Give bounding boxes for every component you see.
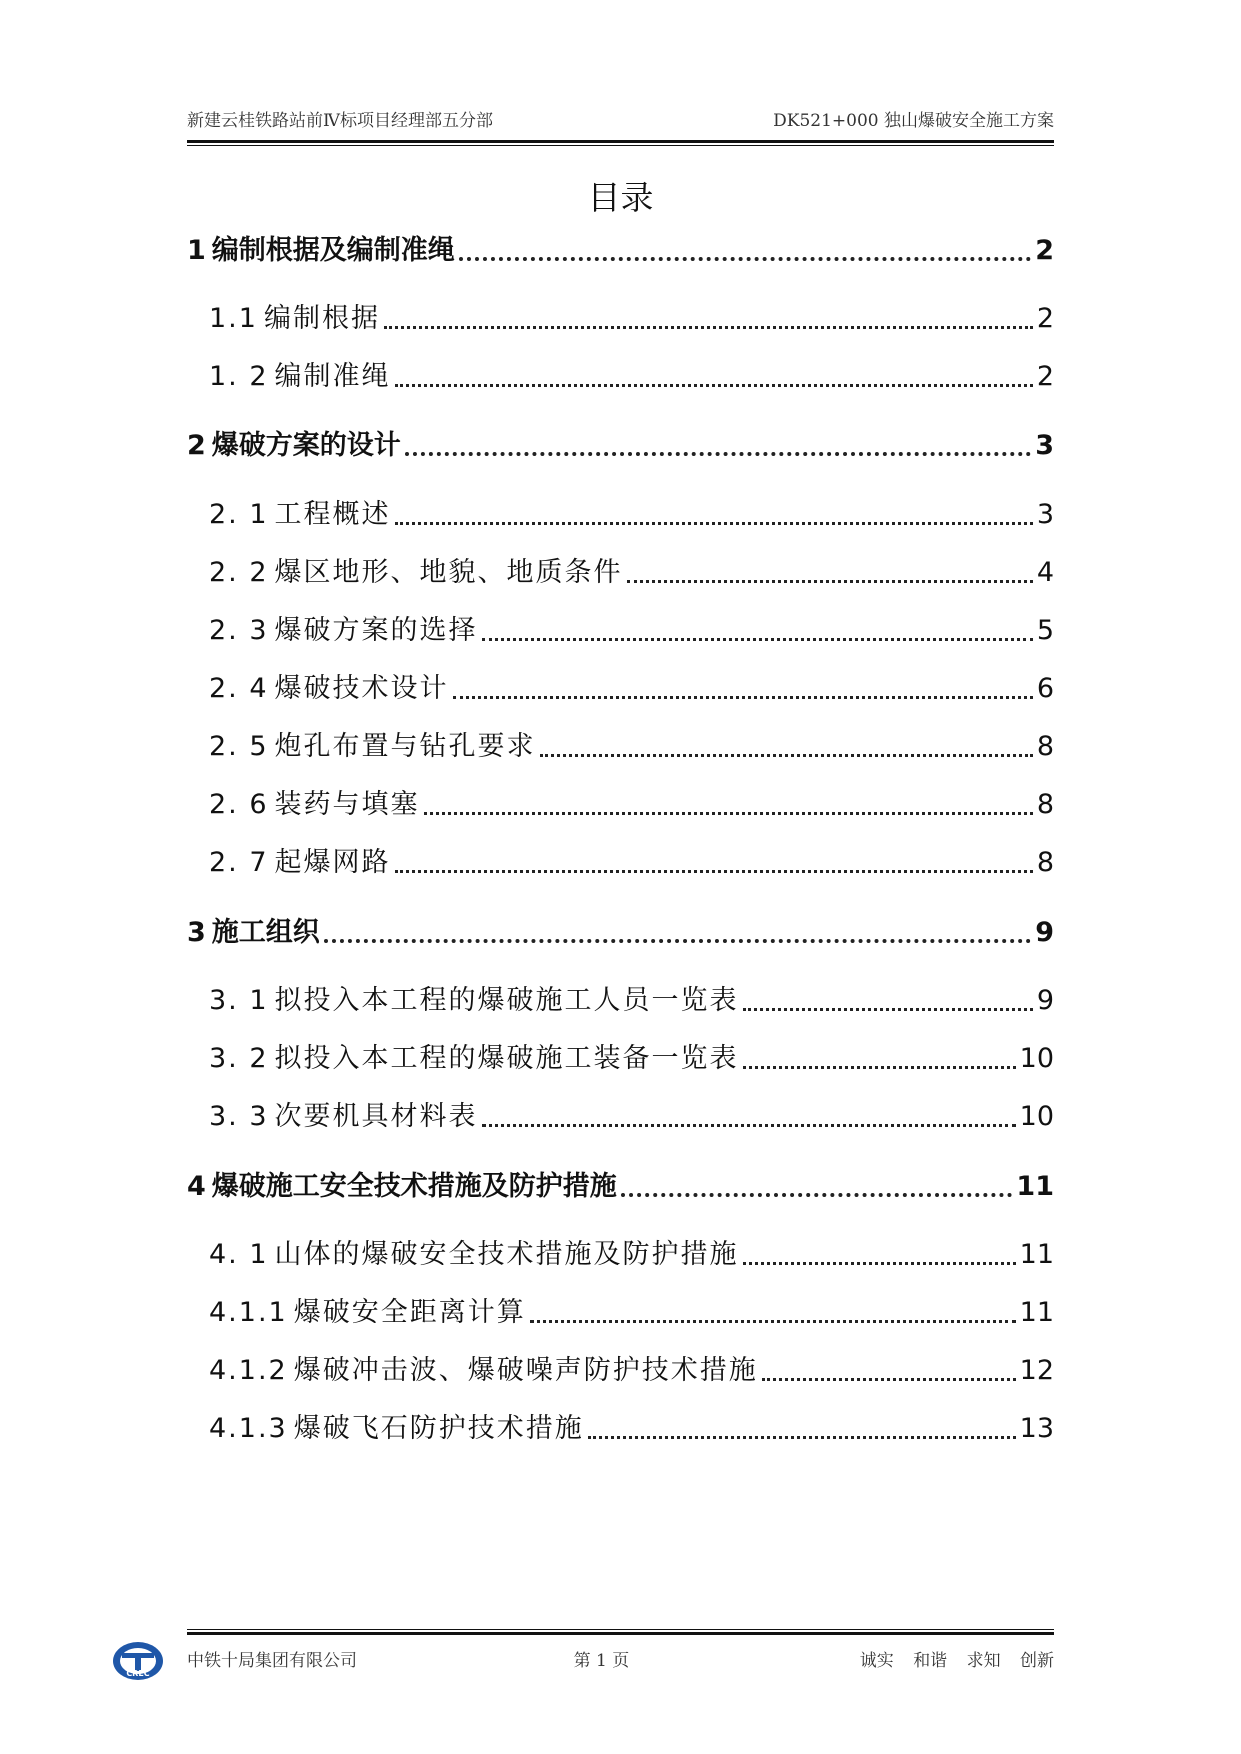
slogan-word: 诚实 <box>859 1651 894 1671</box>
footer-slogan <box>846 1646 1054 1671</box>
toc-entry[interactable] <box>209 492 1054 531</box>
toc-dot-leader <box>384 326 1033 329</box>
toc-entry[interactable] <box>209 550 1054 589</box>
toc-entry-page: 13 <box>1019 1413 1054 1444</box>
toc-entry-page: 5 <box>1036 615 1054 646</box>
toc-entry[interactable] <box>209 1348 1054 1387</box>
toc-entry[interactable] <box>209 978 1054 1017</box>
toc-entry-number: 2 <box>187 430 206 461</box>
toc-entry-page: 8 <box>1036 847 1054 878</box>
toc-entry-title: 编制根据及编制准绳 <box>211 235 455 266</box>
toc-entry-page: 11 <box>1016 1171 1054 1202</box>
toc-dot-leader <box>395 384 1033 387</box>
svg-text:CREC: CREC <box>126 1669 150 1678</box>
toc-entry-page: 11 <box>1019 1239 1054 1270</box>
table-of-contents <box>187 0 1054 1754</box>
toc-entry[interactable] <box>209 296 1054 335</box>
toc-entry-number: 2. 4 <box>209 673 269 704</box>
toc-entry[interactable] <box>209 1094 1054 1133</box>
toc-dot-leader <box>540 754 1033 757</box>
toc-entry-title: 编制准绳 <box>274 361 391 392</box>
toc-entry-title: 爆破技术设计 <box>274 673 449 704</box>
toc-entry-title: 爆破方案的设计 <box>211 430 401 461</box>
page-footer <box>187 1646 1054 1671</box>
toc-dot-leader <box>743 1066 1016 1069</box>
toc-dot-leader <box>395 522 1033 525</box>
toc-entry-page: 12 <box>1019 1355 1054 1386</box>
toc-entry-number: 3. 1 <box>209 985 269 1016</box>
header-left-text: 新建云桂铁路站前Ⅳ标项目经理部五分部 <box>187 111 493 131</box>
toc-dot-leader <box>743 1008 1033 1011</box>
toc-entry[interactable] <box>187 228 1054 267</box>
toc-dot-leader <box>482 1124 1016 1127</box>
toc-entry-page: 10 <box>1019 1043 1054 1074</box>
toc-entry-page: 2 <box>1036 303 1054 334</box>
toc-entry-number: 2. 3 <box>209 615 269 646</box>
toc-entry-page: 10 <box>1019 1101 1054 1132</box>
toc-dot-leader <box>482 638 1033 641</box>
toc-dot-leader <box>424 812 1033 815</box>
toc-entry[interactable] <box>187 423 1054 462</box>
toc-entry-page: 3 <box>1035 430 1054 461</box>
toc-entry-number: 2. 5 <box>209 731 269 762</box>
toc-entry-page: 8 <box>1036 789 1054 820</box>
toc-entry[interactable] <box>209 1406 1054 1445</box>
toc-entry-number: 3. 3 <box>209 1101 269 1132</box>
toc-entry-number: 4.1.2 <box>209 1355 288 1386</box>
toc-dot-leader <box>627 580 1033 583</box>
toc-entry-page: 9 <box>1036 985 1054 1016</box>
toc-dot-leader <box>743 1262 1016 1265</box>
toc-entry[interactable] <box>209 782 1054 821</box>
toc-entry-number: 4. 1 <box>209 1239 269 1270</box>
toc-entry-title: 工程概述 <box>274 499 391 530</box>
toc-entry[interactable] <box>209 354 1054 393</box>
slogan-word: 求知 <box>966 1651 1001 1671</box>
toc-entry-title: 爆区地形、地貌、地质条件 <box>274 557 623 588</box>
toc-entry-number: 3. 2 <box>209 1043 269 1074</box>
toc-entry-number: 2. 7 <box>209 847 269 878</box>
toc-entry-number: 4.1.3 <box>209 1413 288 1444</box>
footer-page-number: 第 1 页 <box>573 1651 630 1671</box>
toc-entry-number: 1.1 <box>209 303 258 334</box>
toc-entry-title: 爆破方案的选择 <box>274 615 478 646</box>
toc-entry-title: 拟投入本工程的爆破施工装备一览表 <box>274 1043 739 1074</box>
toc-entry-title: 爆破冲击波、爆破噪声防护技术措施 <box>293 1355 758 1386</box>
slogan-word: 创新 <box>1020 1651 1054 1671</box>
toc-entry[interactable] <box>209 724 1054 763</box>
header-right-text: DK521+000 独山爆破安全施工方案 <box>773 111 1054 131</box>
toc-entry-page: 9 <box>1035 917 1054 948</box>
toc-dot-leader <box>324 939 1031 943</box>
toc-entry-title: 装药与填塞 <box>274 789 420 820</box>
toc-entry-title: 爆破安全距离计算 <box>293 1297 526 1328</box>
toc-entry[interactable] <box>187 1164 1054 1203</box>
toc-dot-leader <box>530 1320 1016 1323</box>
footer-divider <box>187 1629 1054 1635</box>
toc-entry-number: 2. 6 <box>209 789 269 820</box>
toc-entry[interactable] <box>209 1036 1054 1075</box>
toc-entry[interactable] <box>209 608 1054 647</box>
toc-entry[interactable] <box>187 910 1054 949</box>
toc-entry-page: 8 <box>1036 731 1054 762</box>
toc-dot-leader <box>762 1378 1016 1381</box>
toc-entry-number: 3 <box>187 917 206 948</box>
toc-entry-title: 山体的爆破安全技术措施及防护措施 <box>274 1239 739 1270</box>
toc-entry-number: 1. 2 <box>209 361 269 392</box>
toc-dot-leader <box>459 257 1031 261</box>
toc-entry[interactable] <box>209 666 1054 705</box>
toc-entry-title: 次要机具材料表 <box>274 1101 478 1132</box>
toc-entry[interactable] <box>209 840 1054 879</box>
toc-entry-number: 1 <box>187 235 206 266</box>
toc-entry-page: 2 <box>1036 361 1054 392</box>
toc-entry-title: 爆破飞石防护技术措施 <box>293 1413 584 1444</box>
toc-dot-leader <box>588 1436 1016 1439</box>
toc-entry-title: 炮孔布置与钻孔要求 <box>274 731 536 762</box>
crec-logo <box>112 1641 164 1681</box>
toc-dot-leader <box>405 452 1031 456</box>
toc-entry-title: 拟投入本工程的爆破施工人员一览表 <box>274 985 739 1016</box>
toc-dot-leader <box>453 696 1033 699</box>
toc-entry-page: 2 <box>1035 235 1054 266</box>
toc-entry-page: 4 <box>1036 557 1054 588</box>
footer-company: 中铁十局集团有限公司 <box>187 1651 357 1671</box>
toc-entry-title: 爆破施工安全技术措施及防护措施 <box>211 1171 617 1202</box>
slogan-word: 和谐 <box>913 1651 948 1671</box>
toc-entry-page: 11 <box>1019 1297 1054 1328</box>
toc-entry-title: 施工组织 <box>211 917 320 948</box>
toc-dot-leader <box>395 870 1033 873</box>
toc-dot-leader <box>621 1193 1013 1197</box>
toc-entry-page: 6 <box>1036 673 1054 704</box>
toc-entry[interactable] <box>209 1232 1054 1271</box>
toc-title: 目录 <box>587 178 654 217</box>
toc-entry-number: 2. 2 <box>209 557 269 588</box>
toc-entry-number: 2. 1 <box>209 499 269 530</box>
toc-entry-title: 起爆网路 <box>274 847 391 878</box>
toc-entry-title: 编制根据 <box>263 303 380 334</box>
toc-entry-page: 3 <box>1036 499 1054 530</box>
toc-entry-number: 4.1.1 <box>209 1297 288 1328</box>
toc-entry[interactable] <box>209 1290 1054 1329</box>
toc-entry-number: 4 <box>187 1171 206 1202</box>
